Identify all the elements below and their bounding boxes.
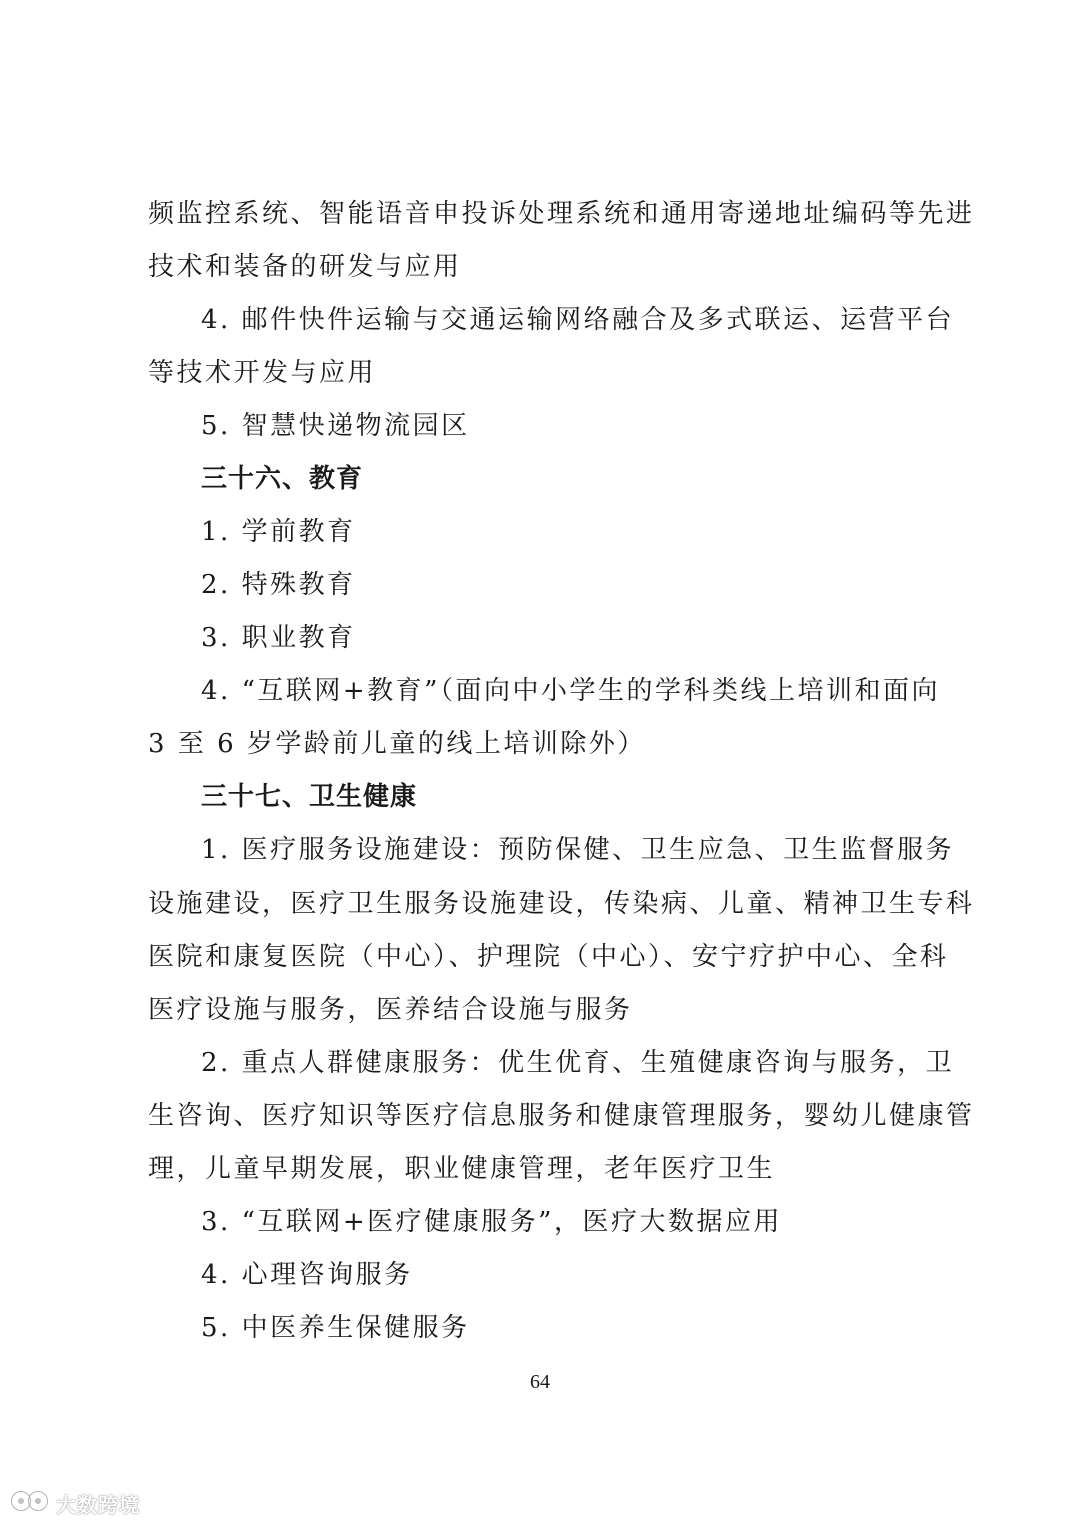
section-heading: 三十七、卫生健康	[201, 782, 418, 812]
list-item: 2. 重点人群健康服务：优生优育、生殖健康咨询与服务，卫	[201, 1048, 955, 1078]
text-line: 3 至 6 岁学龄前儿童的线上培训除外）	[148, 729, 646, 759]
list-item: 4. 邮件快件运输与交通运输网络融合及多式联运、运营平台	[201, 305, 955, 335]
text-line: 等技术开发与应用	[148, 358, 377, 388]
list-item: 5. 中医养生保健服务	[201, 1313, 470, 1343]
watermark-text: 大数跨境	[56, 1492, 140, 1517]
list-item: 1. 医疗服务设施建设：预防保健、卫生应急、卫生监督服务	[201, 835, 955, 865]
page-number: 64	[530, 1371, 550, 1393]
list-item: 4. 心理咨询服务	[201, 1260, 413, 1290]
list-item: 3. 职业教育	[201, 623, 356, 653]
text-line: 生咨询、医疗知识等医疗信息服务和健康管理服务，婴幼儿健康管	[148, 1101, 975, 1131]
section-heading: 三十六、教育	[201, 464, 364, 494]
text-line: 技术和装备的研发与应用	[148, 252, 462, 282]
list-item: 4. “互联网+教育”（面向中小学生的学科类线上培训和面向	[201, 676, 940, 706]
text-line: 医院和康复医院（中心）、护理院（中心）、安宁疗护中心、全科	[148, 942, 949, 972]
watermark	[10, 1488, 140, 1518]
eye-logo-icon	[10, 1488, 50, 1518]
text-line: 设施建设，医疗卫生服务设施建设，传染病、儿童、精神卫生专科	[148, 889, 975, 919]
list-item: 2. 特殊教育	[201, 570, 356, 600]
text-line: 医疗设施与服务，医养结合设施与服务	[148, 995, 633, 1025]
list-item: 1. 学前教育	[201, 517, 356, 547]
list-item: 5. 智慧快递物流园区	[201, 411, 470, 441]
text-line: 理，儿童早期发展，职业健康管理，老年医疗卫生	[148, 1154, 776, 1184]
text-line: 频监控系统、智能语音申投诉处理系统和通用寄递地址编码等先进	[148, 199, 975, 229]
list-item: 3. “互联网+医疗健康服务”，医疗大数据应用	[201, 1207, 782, 1237]
